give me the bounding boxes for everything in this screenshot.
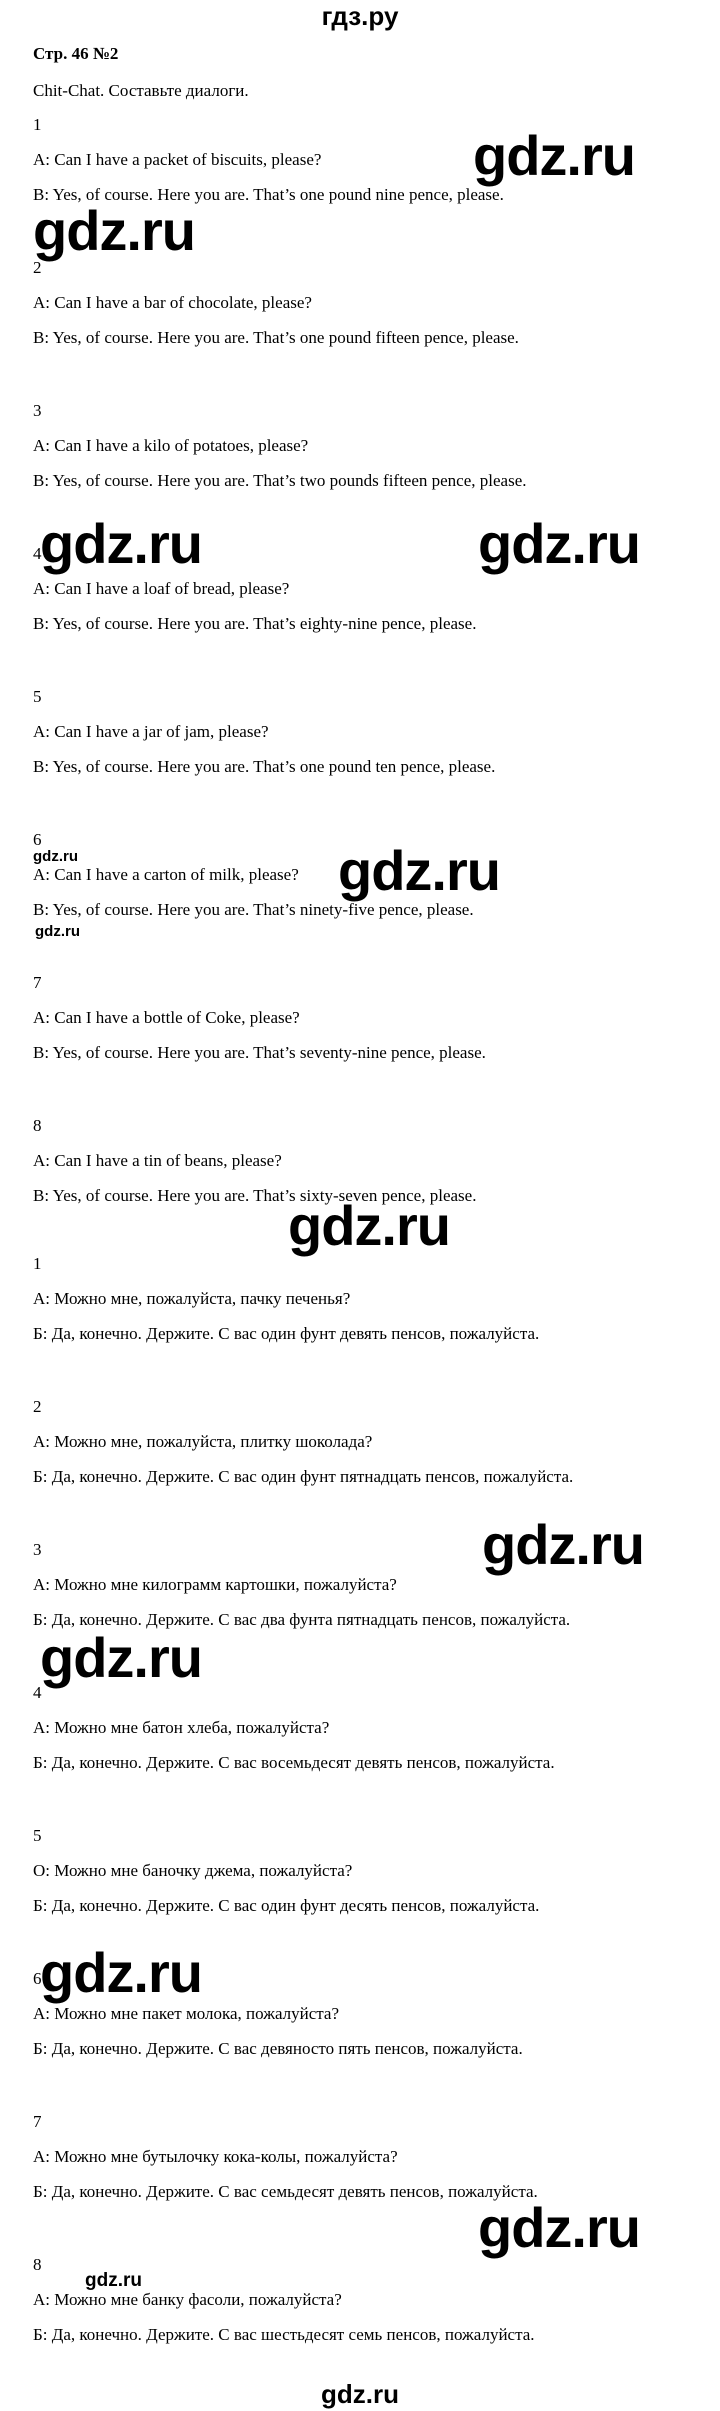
dialog-number: 4 (33, 544, 42, 563)
gdz-watermark: gdz.ru (338, 839, 500, 902)
dialog-line-b: B: Yes, of course. Here you are. That’s one pound fifteen pence, please. (33, 328, 519, 347)
dialog-line-a: А: Можно мне килограмм картошки, пожалуйста? (33, 1575, 397, 1594)
task-description: Chit-Chat. Составьте диалоги. (33, 81, 249, 100)
gdz-watermark-small: gdz.ru (33, 848, 78, 865)
dialog-number: 5 (33, 687, 42, 706)
dialog-line-b: Б: Да, конечно. Держите. С вас восемьдесят девять пенсов, пожалуйста. (33, 1753, 555, 1772)
gdz-watermark: gdz.ru (40, 1626, 202, 1689)
dialog-line-a: A: Can I have a carton of milk, please? (33, 865, 299, 884)
dialog-number: 8 (33, 2255, 42, 2274)
gdz-watermark: gdz.ru (40, 512, 202, 575)
dialog-line-a: А: Можно мне бутылочку кока-колы, пожалуйста? (33, 2147, 398, 2166)
dialog-line-a: О: Можно мне баночку джема, пожалуйста? (33, 1861, 353, 1880)
dialog-line-b: Б: Да, конечно. Держите. С вас семьдесят девять пенсов, пожалуйста. (33, 2182, 538, 2201)
gdz-watermark: gdz.ru (40, 1941, 202, 2004)
dialog-number: 6 (33, 830, 42, 849)
gdz-watermark: gdz.ru (33, 199, 195, 262)
dialog-number: 4 (33, 1683, 42, 1702)
gdz-watermark: gdz.ru (473, 124, 635, 187)
gdz-watermark: gdz.ru (478, 512, 640, 575)
dialog-line-b: B: Yes, of course. Here you are. That’s eighty-nine pence, please. (33, 614, 477, 633)
dialog-line-a: A: Can I have a loaf of bread, please? (33, 579, 290, 598)
dialog-line-b: B: Yes, of course. Here you are. That’s one pound nine pence, please. (33, 185, 504, 204)
dialog-line-b: B: Yes, of course. Here you are. That’s sixty-seven pence, please. (33, 1186, 477, 1205)
dialog-line-b: Б: Да, конечно. Держите. С вас один фунт десять пенсов, пожалуйста. (33, 1896, 540, 1915)
gdz-watermark-small: gdz.ru (35, 923, 80, 940)
dialog-number: 1 (33, 1254, 42, 1273)
dialog-line-a: А: Можно мне банку фасоли, пожалуйста? (33, 2290, 342, 2309)
dialog-line-a: A: Can I have a bar of chocolate, please? (33, 293, 312, 312)
footer-watermark: gdz.ru (321, 2379, 399, 2409)
dialog-number: 1 (33, 115, 42, 134)
dialog-line-a: A: Can I have a jar of jam, please? (33, 722, 269, 741)
dialog-line-b: Б: Да, конечно. Держите. С вас шестьдесят семь пенсов, пожалуйста. (33, 2325, 535, 2344)
dialog-line-a: А: Можно мне батон хлеба, пожалуйста? (33, 1718, 330, 1737)
dialog-line-b: Б: Да, конечно. Держите. С вас один фунт пятнадцать пенсов, пожалуйста. (33, 1467, 574, 1486)
dialog-line-a: A: Can I have a tin of beans, please? (33, 1151, 282, 1170)
dialog-number: 2 (33, 258, 42, 277)
dialog-number: 8 (33, 1116, 42, 1135)
dialog-number: 3 (33, 401, 42, 420)
gdz-watermark: gdz.ru (288, 1194, 450, 1257)
dialog-line-a: А: Можно мне, пожалуйста, плитку шоколада? (33, 1432, 373, 1451)
gdz-watermark: gdz.ru (478, 2196, 640, 2259)
dialog-line-b: Б: Да, конечно. Держите. С вас два фунта пятнадцать пенсов, пожалуйста. (33, 1610, 571, 1629)
gdz-watermark-small: gdz.ru (85, 2270, 142, 2291)
dialog-number: 6 (33, 1969, 42, 1988)
dialog-line-b: Б: Да, конечно. Держите. С вас один фунт девять пенсов, пожалуйста. (33, 1324, 540, 1343)
dialog-line-a: A: Can I have a bottle of Coke, please? (33, 1008, 300, 1027)
dialog-line-b: Б: Да, конечно. Держите. С вас девяносто пять пенсов, пожалуйста. (33, 2039, 523, 2058)
dialog-line-b: B: Yes, of course. Here you are. That’s one pound ten pence, please. (33, 757, 496, 776)
dialog-number: 3 (33, 1540, 42, 1559)
dialog-number: 2 (33, 1397, 42, 1416)
dialog-line-a: A: Can I have a packet of biscuits, please? (33, 150, 322, 169)
dialog-line-a: А: Можно мне пакет молока, пожалуйста? (33, 2004, 339, 2023)
dialog-number: 5 (33, 1826, 42, 1845)
dialog-number: 7 (33, 2112, 42, 2131)
dialog-line-b: B: Yes, of course. Here you are. That’s seventy-nine pence, please. (33, 1043, 486, 1062)
dialog-line-b: B: Yes, of course. Here you are. That’s two pounds fifteen pence, please. (33, 471, 527, 490)
dialog-line-a: A: Can I have a kilo of potatoes, please? (33, 436, 309, 455)
dialog-line-b: B: Yes, of course. Here you are. That’s ninety-five pence, please. (33, 900, 474, 919)
page-title: Стр. 46 №2 (33, 44, 119, 63)
dialog-line-a: А: Можно мне, пожалуйста, пачку печенья? (33, 1289, 351, 1308)
gdz-watermark: gdz.ru (482, 1513, 644, 1576)
site-header-watermark: гдз.ру (321, 1, 399, 31)
dialog-number: 7 (33, 973, 42, 992)
